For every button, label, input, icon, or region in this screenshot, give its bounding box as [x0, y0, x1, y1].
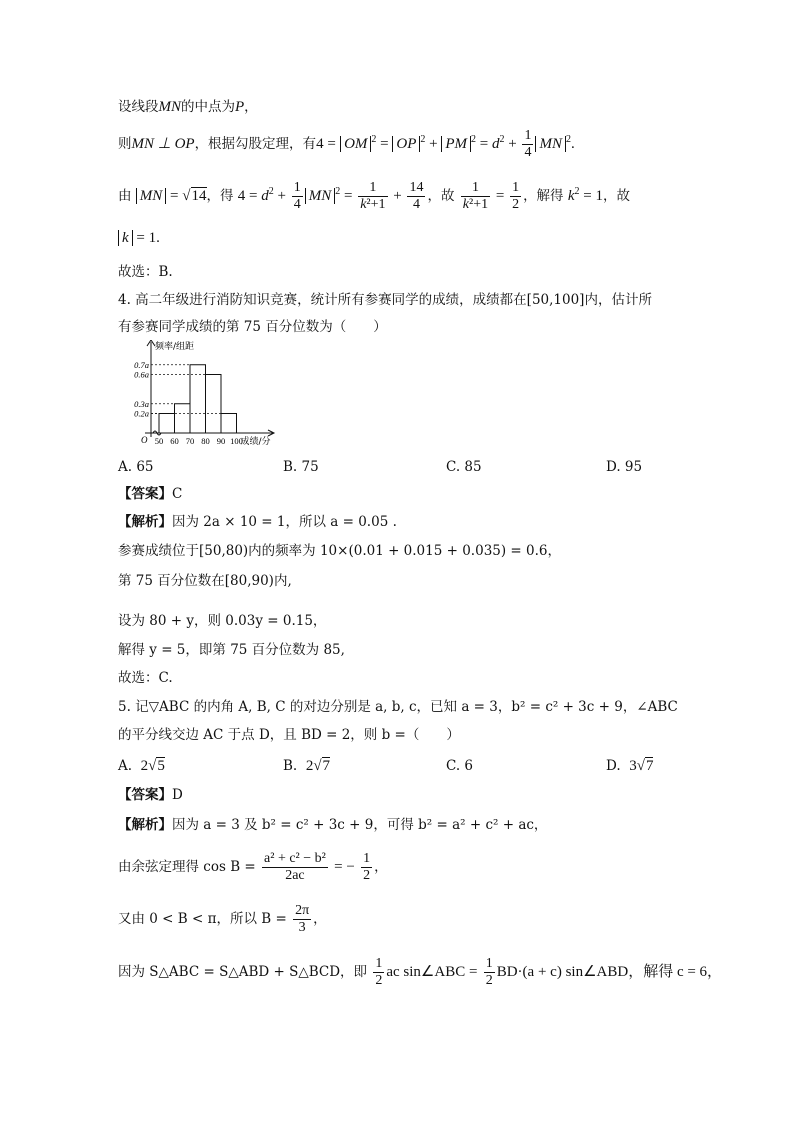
text: ，故	[603, 187, 630, 204]
denominator: 2	[375, 973, 383, 988]
q5-answer	[118, 785, 183, 805]
numerator: 1	[375, 956, 383, 971]
option-radicand: 5	[157, 758, 165, 774]
q5-stem-line-1: 5. 记▽ABC 的内角 A, B, C 的对边分别是 a, b, c，已知 a = 3，b² = c² + 3c + 9，∠ABC	[118, 699, 678, 715]
numerator: 1	[363, 851, 371, 866]
text: 设线段	[118, 99, 159, 115]
origin-label: O	[141, 435, 148, 445]
option-value: 2	[140, 758, 149, 774]
option-value: 3	[629, 758, 637, 774]
q5-analysis-2	[118, 851, 388, 884]
text-line-3	[118, 180, 630, 213]
math: P	[235, 99, 245, 115]
x-axis-label: 成绩/分	[240, 437, 271, 447]
q4-analysis-5: 解得 y = 5，即第 75 百分位数为 85,	[118, 642, 345, 658]
text: 由	[118, 187, 132, 204]
math-formula: MN = √14	[136, 187, 207, 204]
math-formula: $k^2 = 1$	[567, 185, 603, 204]
q5-stem-line-2: 的平分线交边 AC 于点 D，且 BD = 2，则 b =（ ）	[118, 727, 460, 743]
q4-option-a: A. 65	[118, 459, 154, 475]
text: ，故	[427, 187, 455, 204]
text: 的中点为	[181, 99, 235, 115]
math: = 1.	[136, 230, 160, 246]
denominator: 2	[485, 973, 493, 988]
text-line-4	[118, 228, 160, 248]
histogram-chart	[118, 340, 298, 450]
histogram-bar	[175, 404, 191, 433]
math: MN ⊥ OP	[131, 135, 195, 152]
x-tick-label: 70	[185, 436, 195, 446]
q4-option-c: C. 85	[446, 459, 482, 475]
math-formula: k	[118, 230, 136, 246]
option-label: B.	[283, 758, 298, 774]
q5-option-d: D. 3√7	[606, 758, 654, 774]
option-label: D.	[606, 758, 621, 774]
analysis-label: 【解析】	[118, 817, 172, 833]
text-line-5: 故选：B.	[118, 264, 173, 280]
math: 4 =	[316, 135, 336, 152]
math: BD·(a + c) sin∠ABD，解得 c = 6，	[496, 964, 723, 980]
math: MN	[158, 99, 181, 115]
numerator: 2π	[295, 903, 310, 918]
q4-answer	[118, 484, 182, 504]
math-formula: OM $^2$ = OP $^2$ + PM $^2 = d^2$ + $\frac{1}{4}$ MN $^2$.	[340, 136, 575, 152]
q5-analysis-3	[118, 903, 327, 936]
analysis-label: 【解析】	[118, 514, 172, 530]
q4-analysis-6: 故选：C.	[118, 670, 173, 686]
math: = −	[334, 859, 355, 875]
q4-analysis-3: 第 75 百分位数在[80,90)内,	[118, 573, 292, 589]
numerator: 1	[485, 956, 493, 971]
q5-option-b: B. 2√7	[283, 758, 331, 774]
text: 又由 0 < B < π，所以 B =	[118, 911, 287, 927]
q4-stem-line-2: 有参赛同学成绩的第 75 百分位数为（ ）	[118, 319, 387, 335]
option-radicand: 7	[645, 758, 654, 774]
q5-analysis-1	[118, 815, 547, 835]
q4-stem-line-1: 4. 高二年级进行消防知识竞赛，统计所有参赛同学的成绩，成绩都在[50,100]内，估计所	[118, 292, 652, 308]
fraction	[361, 851, 372, 884]
y-tick-label: 0.2a	[134, 408, 149, 419]
histogram-bar	[206, 375, 222, 434]
text: ，解得	[523, 187, 564, 204]
option-value: 2	[305, 758, 314, 774]
answer-value: C	[172, 486, 183, 502]
text: 则	[118, 135, 132, 152]
text: ，	[244, 99, 258, 115]
y-tick-label: 0.6a	[134, 369, 149, 380]
fraction	[293, 903, 311, 936]
x-tick-label: 80	[201, 436, 210, 446]
math-formula: $\frac{1}{\text{k²+1}}$ = $\frac{1}{2}$	[462, 180, 520, 212]
q5-option-c: C. 6	[446, 758, 474, 774]
denominator: 2	[363, 868, 371, 883]
q5-option-a: A. 2√5	[118, 758, 165, 774]
math: ac sin∠ABC =	[386, 964, 478, 980]
analysis-text: 因为 2a × 10 = 1，所以 a = 0.05 .	[172, 514, 397, 530]
y-tick-label: 0.3a	[134, 398, 149, 409]
answer-label: 【答案】	[118, 787, 172, 803]
histogram-bar	[190, 365, 206, 433]
answer-value: D	[172, 787, 183, 803]
y-tick-label: 0.7a	[134, 359, 149, 370]
q4-option-b: B. 75	[283, 459, 319, 475]
q4-option-d: D. 95	[606, 459, 643, 475]
x-tick-label: 90	[216, 436, 226, 446]
fraction	[262, 851, 328, 884]
text-line-2	[118, 128, 575, 161]
text: ，得	[206, 187, 234, 204]
denominator: 2ac	[285, 868, 305, 883]
option-radicand: 7	[322, 758, 331, 774]
q5-analysis-4	[118, 956, 722, 989]
math-formula: $4 = d^2$ + $\frac{1}{4}$ MN $^2$ = $\frac{1}{\text{k²+1}}$ + $\frac{14}{4}$	[237, 180, 424, 212]
numerator: a² + c² − b²	[264, 851, 326, 866]
q4-analysis-4: 设为 80 + y，则 0.03y = 0.15，	[118, 613, 327, 629]
answer-label: 【答案】	[118, 486, 172, 502]
y-axis-label: 频率/组距	[155, 342, 195, 352]
q4-analysis-2: 参赛成绩位于[50,80)内的频率为 10×(0.01 + 0.015 + 0.035) = 0.6，	[118, 543, 562, 559]
x-tick-label: 60	[170, 436, 179, 446]
text-line-1	[118, 97, 258, 117]
text: 因为 S△ABC = S△ABD + S△BCD，即	[118, 964, 368, 980]
fraction	[373, 956, 384, 989]
q4-analysis-1	[118, 512, 397, 532]
x-tick-label: 100	[230, 436, 243, 446]
histogram-bar	[221, 414, 237, 434]
fraction	[484, 956, 495, 989]
text: ，	[374, 859, 388, 875]
text: ，根据勾股定理，有	[194, 135, 317, 152]
analysis-text: 因为 a = 3 及 b² = c² + 3c + 9，可得 b² = a² + c² + ac，	[172, 817, 548, 833]
text: 由余弦定理得 cos B =	[118, 859, 256, 875]
x-tick-label: 50	[154, 436, 164, 446]
denominator: 3	[298, 920, 306, 935]
text: ，	[313, 911, 327, 927]
histogram-bar	[159, 414, 175, 434]
option-label: A.	[118, 758, 133, 774]
